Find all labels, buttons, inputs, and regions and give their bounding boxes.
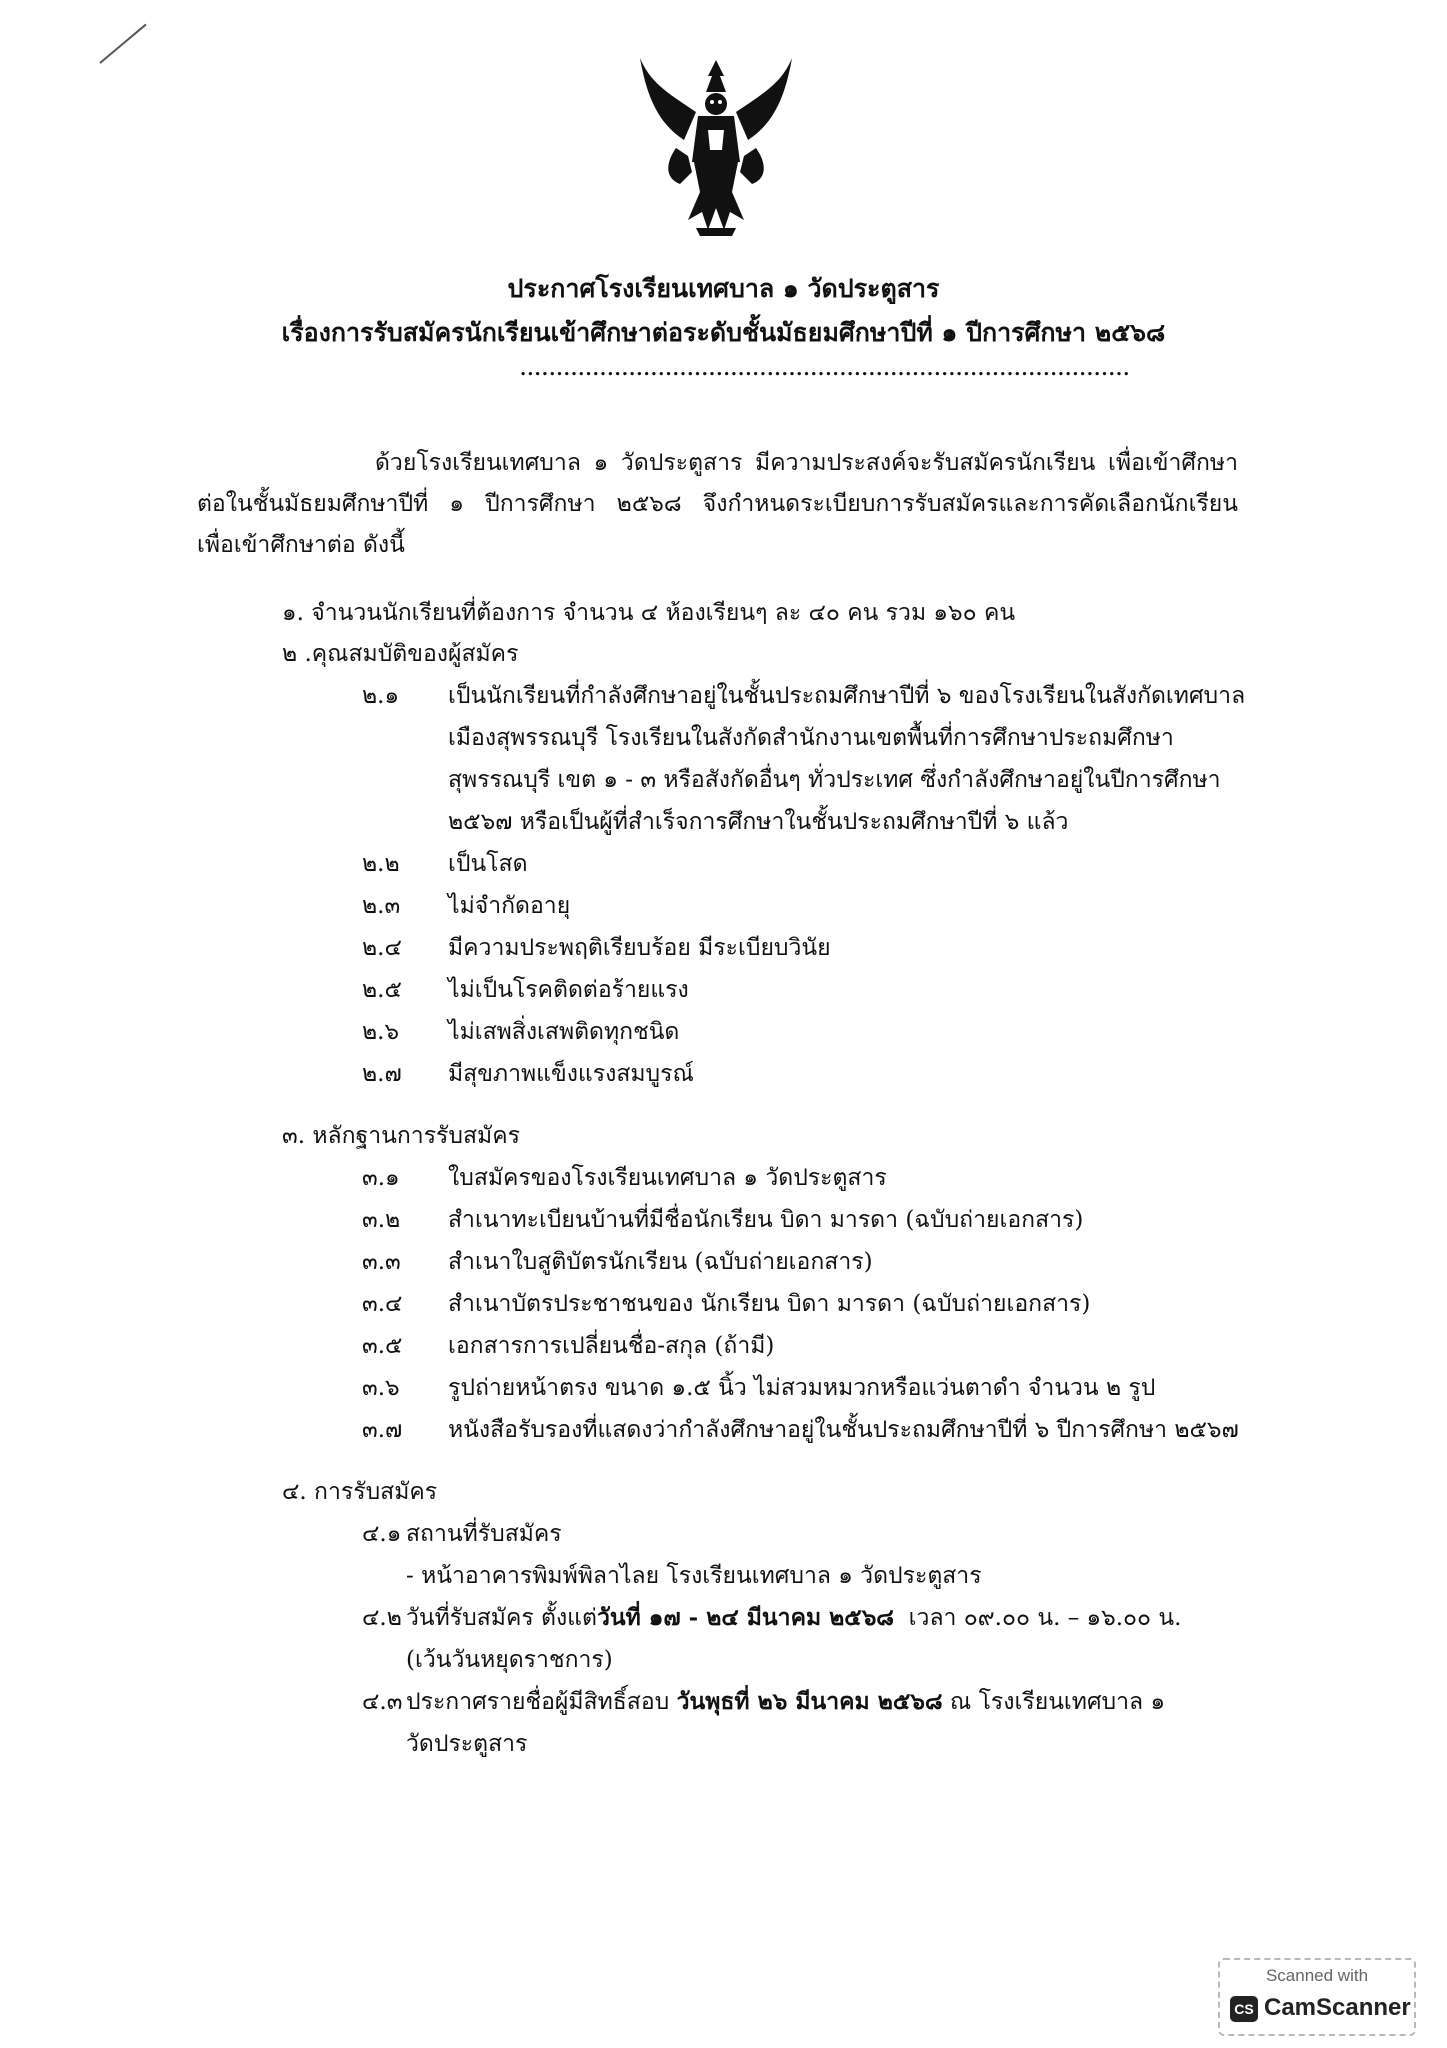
item-text: หนังสือรับรองที่แสดงว่ากำลังศึกษาอยู่ในชั้นประถมศึกษาปีที่ ๖ ปีการศึกษา ๒๕๖๗ (448, 1417, 1239, 1443)
item-text: สำเนาบัตรประชาชนของ นักเรียน บิดา มารดา (ฉบับถ่ายเอกสาร) (448, 1291, 1091, 1317)
list-item-4-2-note: (เว้นวันหยุดราชการ) (406, 1647, 613, 1673)
item-number: ๔.๑ (362, 1521, 402, 1547)
list-item-4-3 (362, 1686, 1165, 1718)
section-1-text: ๑. จำนวนนักเรียนที่ต้องการ จำนวน ๔ ห้องเรียนๆ ละ ๔๐ คน รวม ๑๖๐ คน (282, 600, 1016, 626)
item-number: ๒.๑ (362, 683, 400, 709)
item-number: ๓.๗ (362, 1417, 403, 1443)
list-item-2-1-line-1: เป็นนักเรียนที่กำลังศึกษาอยู่ในชั้นประถมศึกษาปีที่ ๖ ของโรงเรียนในสังกัดเทศบาล (448, 683, 1246, 709)
section-2-heading: ๒ .คุณสมบัติของผู้สมัคร (282, 641, 519, 667)
application-dates: วันที่ ๑๗ - ๒๔ มีนาคม ๒๕๖๘ (596, 1604, 895, 1631)
intro-line-2: ต่อในชั้นมัธยมศึกษาปีที่ ๑ ปีการศึกษา ๒๕๖๘ จึงกำหนดระเบียบการรับสมัครและการคัดเลือกนักเรียน (197, 491, 1238, 517)
item-text: วันที่รับสมัคร ตั้งแต่ (406, 1605, 597, 1631)
list-item-4-3-line-2: วัดประตูสาร (406, 1731, 528, 1757)
item-text: สถานที่รับสมัคร (406, 1521, 562, 1547)
item-number: ๓.๔ (362, 1291, 403, 1317)
item-number: ๔.๒ (362, 1605, 402, 1631)
item-text: รูปถ่ายหน้าตรง ขนาด ๑.๕ นิ้ว ไม่สวมหมวกหรือแว่นตาดำ จำนวน ๒ รูป (448, 1375, 1156, 1401)
item-number: ๓.๓ (362, 1249, 401, 1275)
item-text: สำเนาใบสูติบัตรนักเรียน (ฉบับถ่ายเอกสาร) (448, 1249, 873, 1275)
list-item-3-2 (362, 1204, 1083, 1236)
list-item-4-1 (362, 1518, 562, 1550)
item-text: ไม่จำกัดอายุ (448, 893, 571, 919)
list-item-3-5 (362, 1330, 774, 1362)
list-item-4-1-detail: - หน้าอาคารพิมพ์พิลาไลย โรงเรียนเทศบาล ๑ วัดประตูสาร (406, 1563, 982, 1589)
announcement-title: ประกาศโรงเรียนเทศบาล ๑ วัดประตูสาร (507, 274, 940, 303)
watermark-brand: CamScanner (1264, 1994, 1411, 2021)
item-text: ประกาศรายชื่อผู้มีสิทธิ์สอบ (406, 1689, 670, 1715)
item-number: ๓.๑ (362, 1165, 400, 1191)
list-item-3-1 (362, 1162, 887, 1194)
item-number: ๒.๗ (362, 1061, 402, 1087)
list-item-2-1-line-2: เมืองสุพรรณบุรี โรงเรียนในสังกัดสำนักงานเขตพื้นที่การศึกษาประถมศึกษา (448, 725, 1174, 751)
list-item-2-4 (362, 932, 831, 964)
list-item-2-3 (362, 890, 570, 922)
list-item-2-1 (362, 680, 448, 712)
item-text: ใบสมัครของโรงเรียนเทศบาล ๑ วัดประตูสาร (448, 1165, 887, 1191)
scan-artifact (99, 24, 146, 64)
item-text: มีสุขภาพแข็งแรงสมบูรณ์ (448, 1061, 694, 1087)
list-item-3-3 (362, 1246, 873, 1278)
announcement-subject: เรื่องการรับสมัครนักเรียนเข้าศึกษาต่อระดับชั้นมัธยมศึกษาปีที่ ๑ ปีการศึกษา ๒๕๖๘ (281, 318, 1166, 347)
item-number: ๒.๕ (362, 977, 402, 1003)
list-item-2-5 (362, 974, 689, 1006)
watermark-caption: Scanned with (1265, 1966, 1369, 1985)
item-text: ไม่เสพสิ่งเสพติดทุกชนิด (448, 1019, 680, 1045)
item-number: ๓.๖ (362, 1375, 400, 1401)
intro-line-1: ด้วยโรงเรียนเทศบาล ๑ วัดประตูสาร มีความประสงค์จะรับสมัครนักเรียน เพื่อเข้าศึกษา (375, 450, 1238, 476)
item-number: ๒.๔ (362, 935, 402, 961)
item-number: ๔.๓ (362, 1689, 403, 1715)
item-number: ๒.๓ (362, 893, 401, 919)
item-number: ๓.๒ (362, 1207, 401, 1233)
item-text-suffix: ณ โรงเรียนเทศบาล ๑ (949, 1689, 1166, 1715)
title-separator: .................................................................................... (520, 359, 1131, 380)
list-item-2-2 (362, 848, 528, 880)
garuda-emblem-icon (636, 52, 796, 242)
item-text: เป็นโสด (448, 851, 528, 877)
camscanner-watermark (1218, 1958, 1416, 2036)
list-item-3-6 (362, 1372, 1155, 1404)
list-item-2-7 (362, 1058, 694, 1090)
item-text: เอกสารการเปลี่ยนชื่อ-สกุล (ถ้ามี) (448, 1333, 775, 1359)
item-text: ไม่เป็นโรคติดต่อร้ายแรง (448, 977, 689, 1003)
item-text: สำเนาทะเบียนบ้านที่มีชื่อนักเรียน บิดา มารดา (ฉบับถ่ายเอกสาร) (448, 1207, 1084, 1233)
item-number: ๒.๖ (362, 1019, 400, 1045)
item-number: ๒.๒ (362, 851, 400, 877)
intro-line-3: เพื่อเข้าศึกษาต่อ ดังนี้ (197, 532, 405, 558)
application-time: เวลา ๐๙.๐๐ น. – ๑๖.๐๐ น. (908, 1605, 1182, 1631)
camscanner-logo-icon: CS (1230, 1996, 1258, 2022)
item-number: ๓.๕ (362, 1333, 403, 1359)
section-4-heading: ๔. การรับสมัคร (282, 1479, 438, 1505)
list-item-4-2 (362, 1602, 1181, 1634)
announcement-date: วันพุธที่ ๒๖ มีนาคม ๒๕๖๘ (676, 1688, 943, 1715)
list-item-2-1-line-3: สุพรรณบุรี เขต ๑ - ๓ หรือสังกัดอื่นๆ ทั่วประเทศ ซึ่งกำลังศึกษาอยู่ในปีการศึกษา (448, 767, 1221, 793)
list-item-2-1-line-4: ๒๕๖๗ หรือเป็นผู้ที่สำเร็จการศึกษาในชั้นประถมศึกษาปีที่ ๖ แล้ว (448, 809, 1069, 835)
list-item-3-4 (362, 1288, 1090, 1320)
list-item-3-7 (362, 1414, 1239, 1446)
section-3-heading: ๓. หลักฐานการรับสมัคร (282, 1123, 520, 1149)
list-item-2-6 (362, 1016, 679, 1048)
item-text: มีความประพฤติเรียบร้อย มีระเบียบวินัย (448, 935, 831, 961)
